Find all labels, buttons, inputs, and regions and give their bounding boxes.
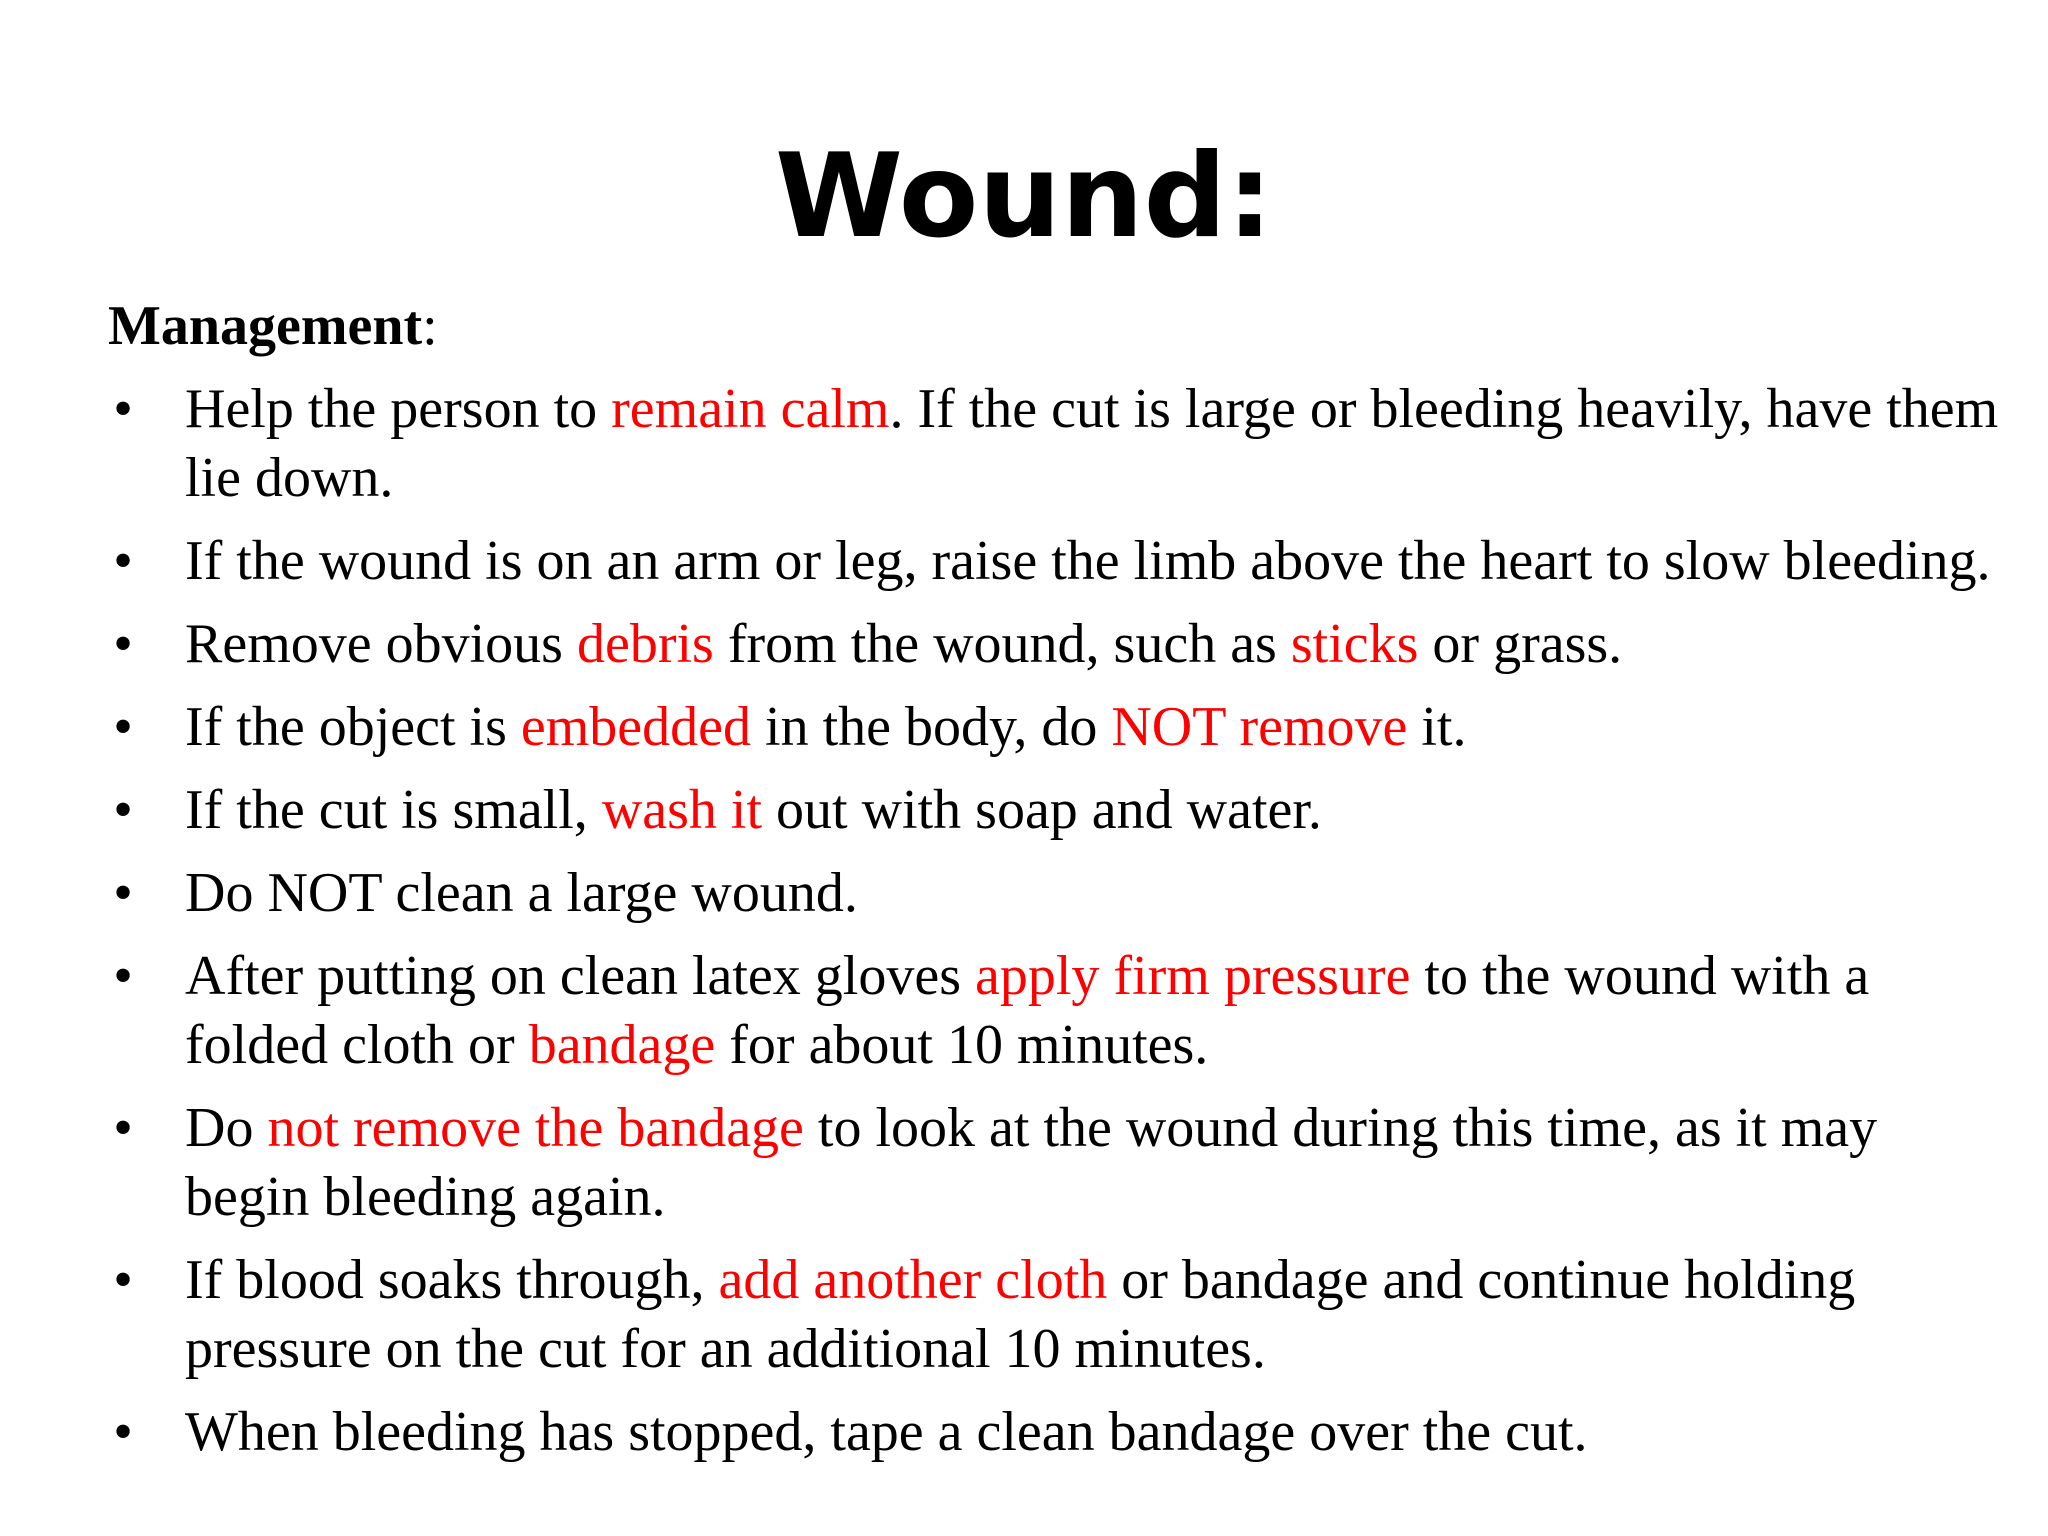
text-segment: out with soap and water. — [762, 779, 1322, 841]
bullet-item — [108, 610, 2008, 679]
bullet-text — [185, 530, 1991, 592]
bullet-dot-icon: • — [113, 779, 133, 841]
highlighted-phrase: add another cloth — [718, 1249, 1108, 1311]
text-segment: from the wound, such as — [713, 613, 1291, 675]
bullet-text — [185, 1249, 1855, 1380]
text-segment: Do — [185, 1097, 268, 1159]
bullet-dot-icon: • — [113, 1249, 133, 1311]
text-segment: or grass. — [1418, 613, 1623, 675]
highlighted-phrase: remain calm — [611, 378, 890, 440]
text-segment: . If the cut is large or bleeding heavily, have them lie down. — [185, 378, 1999, 509]
highlighted-phrase: embedded — [520, 696, 752, 758]
bullet-text — [185, 1097, 1877, 1228]
highlighted-phrase: NOT remove — [1111, 696, 1408, 758]
bullet-text — [185, 696, 1466, 758]
bullet-list — [108, 375, 2008, 1467]
bullet-text — [185, 779, 1322, 841]
text-segment: After putting on clean latex gloves — [185, 945, 975, 1007]
bullet-dot-icon: • — [113, 696, 133, 758]
bullet-text — [185, 945, 1869, 1076]
text-segment: in the body, do — [751, 696, 1112, 758]
text-segment: If the object is — [185, 696, 521, 758]
bullet-item — [108, 1246, 2008, 1384]
section-heading-colon: : — [422, 295, 438, 357]
text-segment: it. — [1407, 696, 1467, 758]
bullet-item — [108, 1398, 2008, 1467]
bullet-dot-icon: • — [113, 862, 133, 924]
bullet-item — [108, 527, 2008, 596]
text-segment: for about 10 minutes. — [715, 1014, 1209, 1076]
highlighted-phrase: sticks — [1290, 613, 1419, 675]
bullet-item — [108, 859, 2008, 928]
slide-body — [108, 292, 2008, 1481]
text-segment: Do NOT clean a large wound. — [185, 862, 858, 924]
highlighted-phrase: not remove the bandage — [267, 1097, 804, 1159]
text-segment: Help the person to — [185, 378, 612, 440]
bullet-dot-icon: • — [113, 1097, 133, 1159]
text-segment: or bandage and continue holding pressure on the cut for an additional 10 minutes. — [185, 1249, 1856, 1380]
text-segment: If blood soaks through, — [185, 1249, 719, 1311]
text-segment: Remove obvious — [185, 613, 577, 675]
bullet-dot-icon: • — [113, 530, 133, 592]
bullet-dot-icon: • — [113, 613, 133, 675]
highlighted-phrase: debris — [576, 613, 714, 675]
bullet-item — [108, 1094, 2008, 1232]
bullet-item — [108, 375, 2008, 513]
text-segment: When bleeding has stopped, tape a clean bandage over the cut. — [185, 1401, 1588, 1463]
bullet-text — [185, 1401, 1588, 1463]
bullet-text — [185, 613, 1622, 675]
text-segment: If the cut is small, — [185, 779, 602, 841]
bullet-item — [108, 693, 2008, 762]
highlighted-phrase: wash it — [601, 779, 763, 841]
bullet-text — [185, 378, 1998, 509]
highlighted-phrase: bandage — [528, 1014, 716, 1076]
bullet-item — [108, 776, 2008, 845]
bullet-dot-icon: • — [113, 945, 133, 1007]
bullet-item — [108, 942, 2008, 1080]
section-heading — [108, 292, 2008, 361]
bullet-dot-icon: • — [113, 378, 133, 440]
bullet-text — [185, 862, 858, 924]
text-segment: to the wound with a folded cloth or — [185, 945, 1870, 1076]
highlighted-phrase: apply firm pressure — [975, 945, 1411, 1007]
slide-title: Wound: — [774, 129, 1274, 264]
text-segment: If the wound is on an arm or leg, raise the limb above the heart to slow bleeding. — [185, 530, 1991, 592]
text-segment: to look at the wound during this time, as it may begin bleeding again. — [185, 1097, 1878, 1228]
bullet-dot-icon: • — [113, 1401, 133, 1463]
section-heading-label: Management — [108, 295, 423, 357]
